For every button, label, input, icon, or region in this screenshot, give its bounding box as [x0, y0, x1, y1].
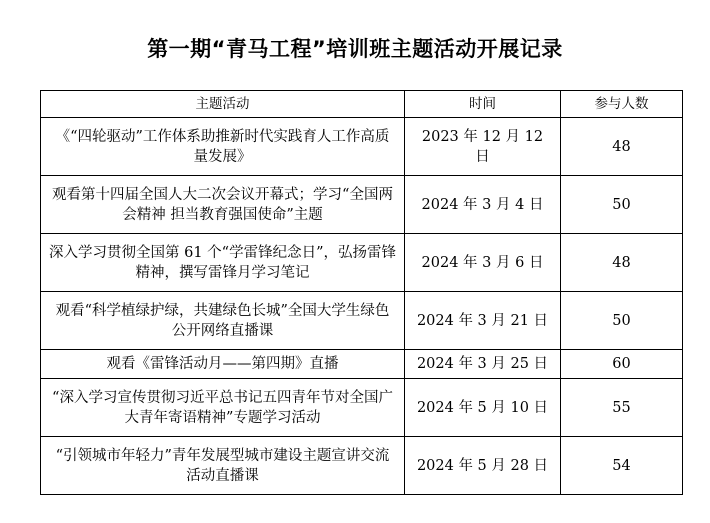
page-title: 第一期“青马工程”培训班主题活动开展记录: [147, 37, 563, 61]
column-header-date: 时间: [405, 91, 561, 118]
count-cell: 50: [561, 292, 683, 350]
table-row: [41, 234, 683, 292]
count-cell: 48: [561, 118, 683, 176]
table-row: [41, 350, 683, 379]
count-cell: 55: [561, 379, 683, 437]
date-cell: 2023 年 12 月 12 日: [405, 118, 561, 176]
table-row: [41, 292, 683, 350]
date-cell: 2024 年 3 月 25 日: [405, 350, 561, 379]
date-cell: 2024 年 3 月 21 日: [405, 292, 561, 350]
table-row: [41, 118, 683, 176]
date-cell: 2024 年 3 月 4 日: [405, 176, 561, 234]
topic-cell: 观看第十四届全国人大二次会议开幕式；学习“全国两会精神 担当教育强国使命”主题: [41, 176, 405, 234]
table-row: [41, 379, 683, 437]
topic-cell: 《“四轮驱动”工作体系助推新时代实践育人工作高质量发展》: [41, 118, 405, 176]
count-cell: 48: [561, 234, 683, 292]
date-cell: 2024 年 5 月 10 日: [405, 379, 561, 437]
count-cell: 50: [561, 176, 683, 234]
topic-cell: “深入学习宣传贯彻习近平总书记五四青年节对全国广大青年寄语精神”专题学习活动: [41, 379, 405, 437]
topic-cell: 深入学习贯彻全国第 61 个“学雷锋纪念日”，弘扬雷锋精神，撰写雷锋月学习笔记: [41, 234, 405, 292]
topic-cell: 观看“科学植绿护绿，共建绿色长城”全国大学生绿色公开网络直播课: [41, 292, 405, 350]
topic-cell: “引领城市年轻力”青年发展型城市建设主题宣讲交流活动直播课: [41, 437, 405, 495]
count-cell: 60: [561, 350, 683, 379]
table-header-row: [41, 91, 683, 118]
table-row: [41, 176, 683, 234]
column-header-topic: 主题活动: [41, 91, 405, 118]
table-row: [41, 437, 683, 495]
date-cell: 2024 年 5 月 28 日: [405, 437, 561, 495]
column-header-count: 参与人数: [561, 91, 683, 118]
topic-cell: 观看《雷锋活动月——第四期》直播: [41, 350, 405, 379]
count-cell: 54: [561, 437, 683, 495]
date-cell: 2024 年 3 月 6 日: [405, 234, 561, 292]
activity-records-table: [40, 90, 683, 495]
